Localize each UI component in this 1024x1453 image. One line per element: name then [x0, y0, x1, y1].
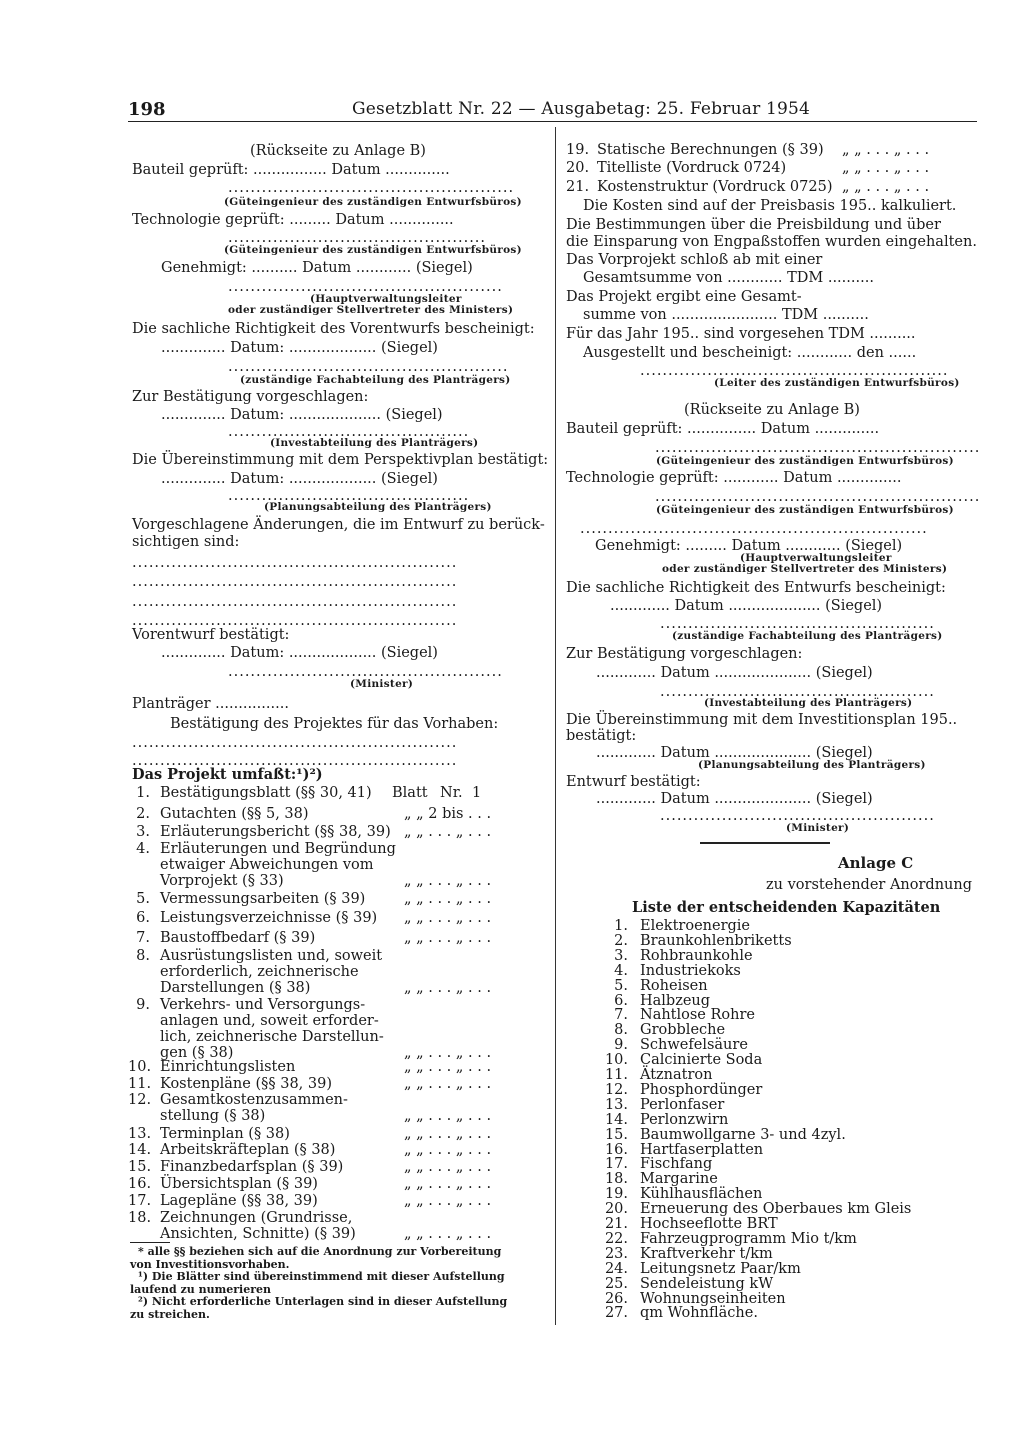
footnote-line: ¹) Die Blätter sind übereinstimmend mit dieser Aufstellung: [138, 1270, 505, 1283]
projekt-item-number: 15.: [128, 1159, 152, 1175]
kapazitaet-number: 9.: [614, 1037, 628, 1054]
header-rule: [128, 121, 977, 122]
right-caption-leiter: (Leiter des zuständigen Entwurfsbüros): [714, 377, 960, 389]
right-bestimmungen-1: Die Bestimmungen über die Preisbildung und über: [566, 217, 941, 233]
footnote-line: zu streichen.: [130, 1307, 210, 1321]
left-dotted-line: ...................................................: [228, 180, 515, 196]
left-section-title: (Rückseite zu Anlage B): [250, 143, 426, 159]
left-caption-fachabt: (zuständige Fachabteilung des Planträgers): [240, 374, 511, 386]
right-caption-minister: (Minister): [786, 822, 850, 834]
projekt-item-text: Ansichten, Schnitte) (§ 39): [160, 1226, 356, 1242]
right-summe-von: summe von ....................... TDM ..........: [583, 307, 869, 323]
projekt-item-text: Finanzbedarfsplan (§ 39): [160, 1159, 344, 1175]
right-caption-guete-3: (Güteingenieur des zuständigen Entwurfsbüros): [656, 455, 954, 467]
projekt-item-number: 2.: [136, 806, 150, 822]
left-dotted-line: ..............................................: [228, 230, 487, 246]
projekt-item-text: Titelliste (Vordruck 0724): [597, 160, 787, 176]
kapazitaet-number: 14.: [604, 1111, 628, 1128]
kapazitaet-item: Ätznatron: [640, 1067, 713, 1083]
kapazitaet-item: Halbzeug: [640, 992, 711, 1009]
left-dotted-line: ..........................................................: [132, 574, 458, 590]
left-technologie-line: Technologie geprüft: ......... Datum ..............: [132, 212, 454, 228]
projekt-heading: Das Projekt umfaßt:¹)²): [132, 766, 323, 783]
kapazitaet-item: Hochseeflotte BRT: [640, 1216, 778, 1232]
kapazitaet-item: Elektroenergie: [640, 918, 751, 934]
left-bestaetigung-datum: .............. Datum: .................... (Siegel): [161, 407, 443, 423]
projekt-item-number: 9.: [136, 997, 150, 1013]
blatt-label: Blatt: [392, 785, 428, 801]
projekt-item-number: 21.: [566, 179, 590, 195]
projekt-item-blatt-ref: „ „ . . . „ . . .: [404, 1226, 492, 1242]
projekt-item-number: 12.: [128, 1092, 152, 1108]
right-caption-planabt: (Planungsabteilung des Planträgers): [698, 759, 926, 771]
projekt-item-number: 3.: [136, 824, 150, 840]
projekt-item-text: lich, zeichnerische Darstellun-: [160, 1029, 384, 1045]
projekt-item-blatt-ref: „ „ . . . „ . . .: [404, 1142, 492, 1158]
projekt-item-text: Erläuterungsbericht (§§ 38, 39): [160, 824, 391, 840]
kapazitaet-item: Industriekoks: [640, 962, 741, 979]
kapazitaet-number: 26.: [604, 1290, 628, 1307]
kapazitaet-item: Rohbraunkohle: [640, 947, 753, 964]
kapazitaet-number: 22.: [604, 1230, 628, 1247]
nr-label: Nr.: [440, 785, 463, 801]
projekt-item-text: anlagen und, soweit erforder-: [160, 1013, 379, 1029]
right-caption-hauptverw-1: (Hauptverwaltungsleiter: [740, 552, 892, 564]
kapazitaet-number: 16.: [604, 1141, 628, 1158]
projekt-item-blatt-ref: „ „ . . . „ . . .: [404, 1159, 492, 1175]
projekt-item-blatt-ref: „ „ . . . „ . . .: [404, 873, 492, 889]
right-bestaetigung-line: Zur Bestätigung vorgeschlagen:: [566, 646, 803, 662]
kapazitaet-number: 19.: [604, 1186, 628, 1203]
page-number: 198: [128, 99, 166, 120]
right-entwurf-datum: ............. Datum ..................... (Siegel): [596, 791, 873, 807]
kapazitaet-item: Schwefelsäure: [640, 1037, 748, 1054]
left-dotted-line: ..................................................: [228, 359, 509, 375]
projekt-item-text: Verkehrs- und Versorgungs-: [160, 997, 366, 1013]
left-dotted-line: ...........................................: [228, 424, 470, 440]
kapazitaet-number: 5.: [614, 977, 628, 994]
kapazitaet-item: Roheisen: [640, 977, 708, 994]
kapazitaet-number: 1.: [614, 918, 628, 934]
kapazitaet-number: 15.: [604, 1126, 628, 1143]
projekt-item-blatt-ref: „ „ . . . „ . . .: [404, 1045, 492, 1061]
left-bestaetigung-line: Zur Bestätigung vorgeschlagen:: [132, 389, 369, 405]
projekt-item-text: Lagepläne (§§ 38, 39): [160, 1193, 318, 1209]
left-caption-planabt: (Planungsabteilung des Planträgers): [264, 501, 492, 513]
projekt-item-number: 7.: [136, 930, 150, 946]
right-bestaetigung-datum: ............. Datum ..................... (Siegel): [596, 665, 873, 681]
footnote-line: von Investitionsvorhaben.: [130, 1257, 290, 1271]
footnote-line: laufend zu numerieren: [130, 1282, 272, 1296]
kapazitaet-item: Grobbleche: [640, 1022, 726, 1039]
projekt-item-number: 13.: [128, 1126, 152, 1142]
projekt-item-text: Bestätigungsblatt (§§ 30, 41): [160, 785, 372, 801]
projekt-item-text: erforderlich, zeichnerische: [160, 964, 359, 980]
projekt-item-text: gen (§ 38): [160, 1045, 234, 1061]
right-uebereinstimmung-datum: ............. Datum ..................... (Siegel): [596, 745, 873, 761]
right-caption-fachabt: (zuständige Fachabteilung des Planträgers): [672, 630, 943, 642]
projekt-item-text: Darstellungen (§ 38): [160, 980, 311, 996]
right-dotted-line: ..............................................................: [580, 521, 928, 537]
left-caption-guete-1: (Güteingenieur des zuständigen Entwurfsbüros): [224, 196, 522, 208]
right-technologie-line: Technologie geprüft: ............ Datum ..............: [566, 470, 902, 486]
projekt-item-text: stellung (§ 38): [160, 1108, 266, 1124]
right-bestimmungen-2: die Einsparung von Engpaßstoffen wurden eingehalten.: [566, 234, 977, 250]
kapazitaet-item: Baumwollgarne 3- und 4zyl.: [640, 1126, 846, 1143]
left-dotted-line: ..........................................................: [132, 613, 458, 629]
right-dotted-line: .......................................................: [640, 363, 949, 379]
kapazitaet-item: Kraftverkehr t/km: [640, 1245, 773, 1262]
left-aenderungen-line-2: sichtigen sind:: [132, 534, 240, 550]
kapazitaet-number: 6.: [614, 992, 628, 1009]
projekt-item-blatt-ref: 1: [472, 785, 482, 801]
kapazitaet-item: Erneuerung des Oberbaues km Gleis: [640, 1201, 912, 1218]
right-caption-guete-4: (Güteingenieur des zuständigen Entwurfsbüros): [656, 504, 954, 516]
projekt-item-number: 14.: [128, 1142, 152, 1158]
right-dotted-line: .................................................: [660, 616, 935, 632]
projekt-item-text: etwaiger Abweichungen vom: [160, 857, 374, 873]
kapazitaet-item: Leitungsnetz Paar/km: [640, 1260, 801, 1277]
left-genehmigt-line: Genehmigt: .......... Datum ............ (Siegel): [161, 260, 473, 276]
projekt-item-text: Leistungsverzeichnisse (§ 39): [160, 910, 378, 926]
kapazitaet-item: Nahtlose Rohre: [640, 1007, 755, 1024]
kapazitaet-item: Perlonfaser: [640, 1096, 725, 1113]
kapazitaet-number: 2.: [614, 932, 628, 949]
right-caption-investabt: (Investabteilung des Planträgers): [704, 697, 913, 709]
kapazitaet-item: Fischfang: [640, 1156, 713, 1173]
left-dotted-line: .................................................: [228, 664, 503, 680]
right-dotted-line: ..........................................................: [655, 440, 981, 456]
kapazitaet-item: Perlonzwirn: [640, 1111, 729, 1128]
projekt-item-blatt-ref: „ „ . . . „ . . .: [842, 160, 930, 176]
projekt-item-blatt-ref: „ „ . . . „ . . .: [404, 1108, 492, 1124]
kapazitaet-number: 10.: [604, 1052, 628, 1069]
kapazitaet-number: 13.: [604, 1096, 628, 1113]
right-richtigkeit-datum: ............. Datum .................... (Siegel): [610, 598, 883, 614]
left-dotted-line: ...........................................: [228, 488, 470, 504]
kapazitaet-item: Phosphordünger: [640, 1081, 763, 1098]
left-caption-investabt: (Investabteilung des Planträgers): [270, 437, 479, 449]
projekt-item-blatt-ref: „ „ . . . „ . . .: [404, 1076, 492, 1092]
right-fuer-jahr: Für das Jahr 195.. sind vorgesehen TDM ..........: [566, 326, 916, 342]
kapazitaet-item: Wohnungseinheiten: [640, 1290, 786, 1307]
left-richtigkeit-line: Die sachliche Richtigkeit des Vorentwurfs bescheinigt:: [132, 321, 535, 337]
right-genehmigt-line: Genehmigt: ......... Datum ............ (Siegel): [595, 538, 903, 554]
kapazitaet-item: Kühlhausflächen: [640, 1186, 763, 1203]
right-bestaetigt-label: bestätigt:: [566, 728, 637, 744]
projekt-item-blatt-ref: „ „ . . . „ . . .: [404, 1176, 492, 1192]
left-dotted-line: ..........................................................: [132, 594, 458, 610]
projekt-item-number: 16.: [128, 1176, 152, 1192]
left-plantraeger-line: Planträger ................: [132, 696, 289, 712]
kapazitaet-number: 17.: [604, 1156, 628, 1173]
left-dotted-line: ..........................................................: [132, 555, 458, 571]
right-section-title: (Rückseite zu Anlage B): [684, 402, 860, 418]
left-bauteil-line: Bauteil geprüft: ................ Datum ..............: [132, 162, 450, 178]
left-dotted-line: ..........................................................: [132, 753, 458, 769]
kapazitaet-item: Sendeleistung kW: [640, 1275, 774, 1292]
right-dotted-line: ..........................................................: [655, 489, 981, 505]
kapazitaet-number: 7.: [614, 1007, 628, 1024]
projekt-item-blatt-ref: „ „ . . . „ . . .: [404, 1193, 492, 1209]
projekt-item-text: Arbeitskräfteplan (§ 38): [160, 1142, 336, 1158]
projekt-item-number: 19.: [566, 142, 590, 158]
right-kosten-line: Die Kosten sind auf der Preisbasis 195.. kalkuliert.: [583, 198, 957, 214]
footnote-separator: [130, 1242, 170, 1243]
footnote-line: * alle §§ beziehen sich auf die Anordnung zur Vorbereitung: [138, 1245, 502, 1258]
projekt-item-blatt-ref: „ „ . . . „ . . .: [404, 891, 492, 907]
column-divider: [555, 127, 556, 1325]
kapazitaet-number: 25.: [604, 1275, 628, 1292]
kapazitaet-number: 4.: [614, 962, 628, 979]
projekt-item-text: Einrichtungslisten: [160, 1059, 296, 1075]
left-bestaetigung-projekt: Bestätigung des Projektes für das Vorhaben:: [170, 716, 499, 732]
projekt-item-number: 20.: [566, 160, 590, 176]
projekt-item-blatt-ref: „ „ . . . „ . . .: [404, 1126, 492, 1142]
left-caption-guete-2: (Güteingenieur des zuständigen Entwurfsbüros): [224, 244, 522, 256]
projekt-item-text: Baustoffbedarf (§ 39): [160, 930, 316, 946]
projekt-item-number: 8.: [136, 948, 150, 964]
projekt-item-text: Kostenstruktur (Vordruck 0725): [597, 179, 833, 195]
left-caption-hauptverw-2: oder zuständiger Stellvertreter des Ministers): [228, 304, 514, 316]
section-separator: [700, 842, 830, 844]
projekt-item-text: Vermessungsarbeiten (§ 39): [160, 891, 366, 907]
projekt-item-blatt-ref: „ „ . . . „ . . .: [404, 930, 492, 946]
projekt-item-number: 6.: [136, 910, 150, 926]
right-vorprojekt-line: Das Vorprojekt schloß ab mit einer: [566, 252, 823, 268]
projekt-item-text: Übersichtsplan (§ 39): [160, 1176, 318, 1192]
right-ausgestellt-line: Ausgestellt und bescheinigt: ............ den ......: [583, 345, 917, 361]
footnote-line: ²) Nicht erforderliche Unterlagen sind in dieser Aufstellung: [138, 1295, 508, 1308]
kapazitaet-number: 3.: [614, 947, 628, 964]
kapazitaet-item: Margarine: [640, 1171, 718, 1188]
kapazitaet-number: 18.: [604, 1171, 628, 1188]
kapazitaet-number: 23.: [604, 1245, 628, 1262]
projekt-item-text: Gutachten (§§ 5, 38): [160, 806, 309, 822]
page-header-title: Gesetzblatt Nr. 22 — Ausgabetag: 25. Februar 1954: [352, 99, 811, 119]
kapazitaet-item: Calcinierte Soda: [640, 1052, 763, 1069]
projekt-item-number: 1.: [136, 785, 150, 801]
kapazitaet-item: Fahrzeugprogramm Mio t/km: [640, 1230, 857, 1247]
projekt-item-blatt-ref: „ „ . . . „ . . .: [404, 824, 492, 840]
kapazitaet-item: qm Wohnfläche.: [640, 1305, 758, 1322]
anlage-c-subtitle: zu vorstehender Anordnung: [766, 877, 973, 893]
left-caption-minister: (Minister): [350, 678, 414, 690]
projekt-item-text: Ausrüstungslisten und, soweit: [160, 948, 383, 964]
projekt-item-number: 4.: [136, 841, 150, 857]
projekt-item-blatt-ref: „ „ . . . „ . . .: [404, 910, 492, 926]
projekt-item-text: Zeichnungen (Grundrisse,: [160, 1210, 353, 1226]
projekt-item-number: 17.: [128, 1193, 152, 1209]
right-dotted-line: .................................................: [660, 684, 935, 700]
projekt-item-blatt-ref: „ „ 2 bis . . .: [404, 806, 492, 822]
projekt-item-blatt-ref: „ „ . . . „ . . .: [404, 980, 492, 996]
left-vorentwurf-line: Vorentwurf bestätigt:: [132, 627, 290, 643]
projekt-item-text: Statische Berechnungen (§ 39): [597, 142, 824, 158]
kapazitaet-number: 24.: [604, 1260, 628, 1277]
kapazitaet-number: 11.: [604, 1067, 628, 1083]
left-richtigkeit-datum: .............. Datum: ................... (Siegel): [161, 340, 438, 356]
projekt-item-blatt-ref: „ „ . . . „ . . .: [404, 1059, 492, 1075]
kapazitaet-number: 20.: [604, 1201, 628, 1218]
right-caption-hauptverw-2: oder zuständiger Stellvertreter des Ministers): [662, 563, 948, 575]
projekt-item-blatt-ref: „ „ . . . „ . . .: [842, 179, 930, 195]
projekt-item-text: Vorprojekt (§ 33): [160, 873, 284, 889]
projekt-item-text: Kostenpläne (§§ 38, 39): [160, 1076, 332, 1092]
kapazitaet-item: Hartfaserplatten: [640, 1141, 764, 1158]
projekt-item-number: 10.: [128, 1059, 152, 1075]
left-caption-hauptverw-1: (Hauptverwaltungsleiter: [310, 293, 462, 305]
projekt-item-blatt-ref: „ „ . . . „ . . .: [842, 142, 930, 158]
projekt-item-number: 11.: [128, 1076, 152, 1092]
kapazitaet-number: 21.: [604, 1216, 628, 1232]
right-entwurf-line: Entwurf bestätigt:: [566, 774, 701, 790]
left-aenderungen-line-1: Vorgeschlagene Änderungen, die im Entwurf zu berück-: [132, 517, 545, 533]
right-gesamtsumme-line: Gesamtsumme von ............ TDM ..........: [583, 270, 874, 286]
kapazitaet-number: 12.: [604, 1081, 628, 1098]
kapazitaeten-heading: Liste der entscheidenden Kapazitäten: [632, 899, 941, 916]
kapazitaet-number: 27.: [604, 1305, 628, 1322]
kapazitaet-number: 8.: [614, 1022, 628, 1039]
right-projekt-ergibt: Das Projekt ergibt eine Gesamt-: [566, 289, 802, 305]
projekt-item-text: Gesamtkostenzusammen-: [160, 1092, 348, 1108]
projekt-item-text: Erläuterungen und Begründung: [160, 841, 396, 857]
right-bauteil-line: Bauteil geprüft: ............... Datum ..............: [566, 421, 880, 437]
left-uebereinstimmung-datum: .............. Datum: ................... (Siegel): [161, 471, 438, 487]
anlage-c-heading: Anlage C: [838, 854, 914, 872]
left-dotted-line: .................................................: [228, 279, 503, 295]
projekt-item-number: 18.: [128, 1210, 152, 1226]
projekt-item-text: Terminplan (§ 38): [160, 1126, 290, 1142]
left-dotted-line: ..........................................................: [132, 735, 458, 751]
projekt-item-number: 5.: [136, 891, 150, 907]
right-uebereinstimmung-line: Die Übereinstimmung mit dem Investitionsplan 195..: [566, 712, 958, 728]
right-richtigkeit-line: Die sachliche Richtigkeit des Entwurfs bescheinigt:: [566, 580, 946, 596]
left-vorentwurf-datum: .............. Datum: ................... (Siegel): [161, 645, 438, 661]
right-dotted-line: .................................................: [660, 808, 935, 824]
left-uebereinstimmung-line: Die Übereinstimmung mit dem Perspektivplan bestätigt:: [132, 452, 549, 468]
kapazitaet-item: Braunkohlenbriketts: [640, 932, 792, 949]
